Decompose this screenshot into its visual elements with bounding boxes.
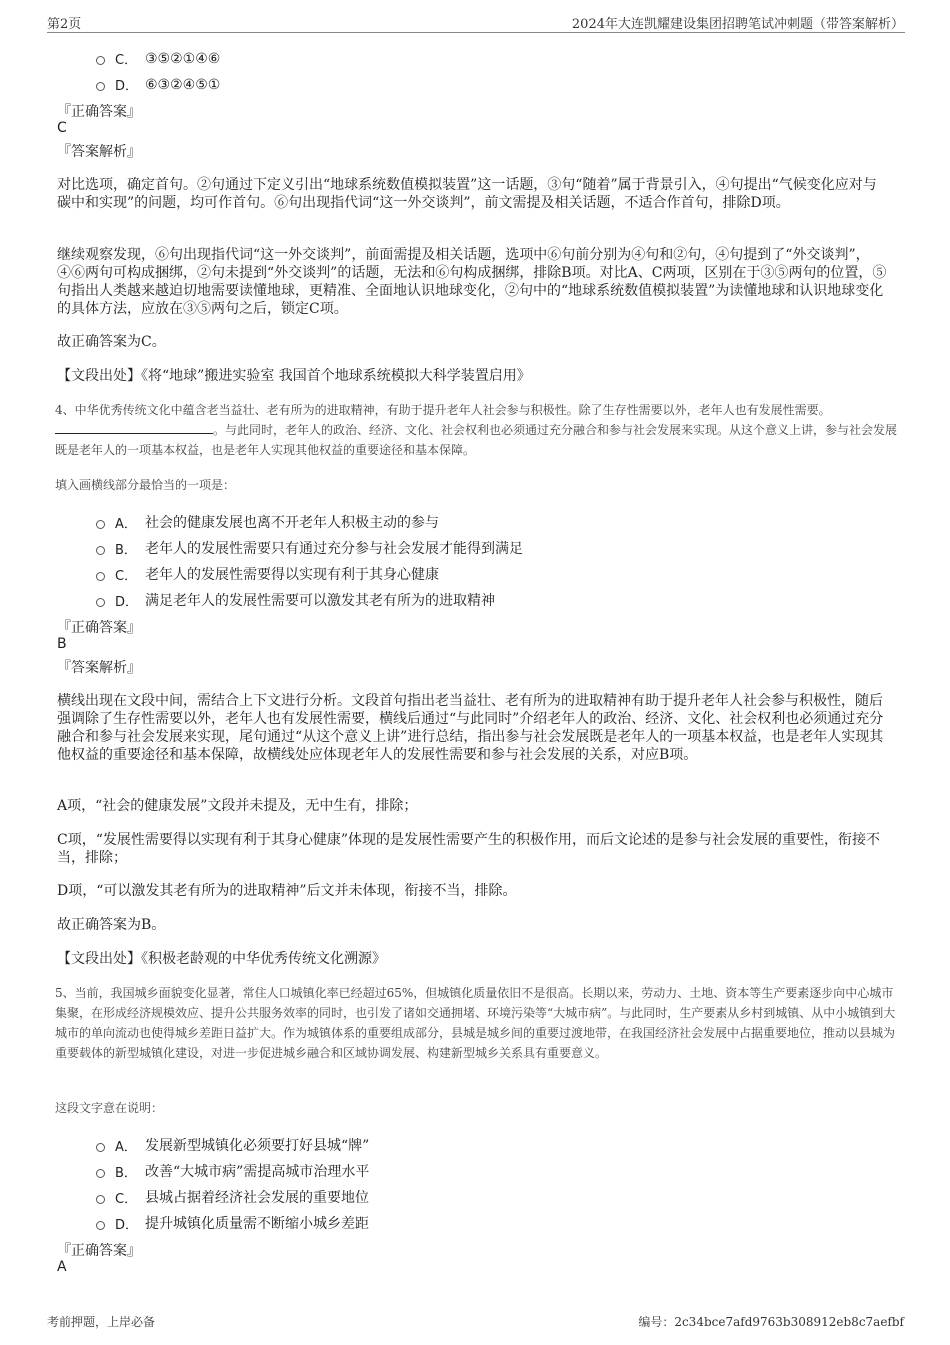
footer-id: 编号：2c34bce7afd9763b308912eb8c7aefbf: [638, 1315, 904, 1329]
q3-conclusion: 故正确答案为C。: [57, 334, 166, 350]
radio-icon[interactable]: [96, 82, 105, 91]
q4-option-c[interactable]: C． 老年人的发展性需要得以实现有利于其身心健康: [96, 564, 439, 584]
q3-analysis-p1: 对比选项，确定首句。②句通过下定义引出“地球系统数值模拟装置”这一话题，③句“随着”属于背景引入，④句提出“气候变化应对与碳中和实现”的问题，均可作首句。⑥句出现指代词“这一外交谈判”，前文需提及相关话题，不适合作首句，排除D项。: [57, 177, 877, 211]
q4-analysis-d: D项，“可以激发其老有所为的进取精神”后文并未体现，衔接不当，排除。: [57, 883, 517, 899]
radio-icon[interactable]: [96, 56, 105, 65]
radio-icon[interactable]: [96, 1143, 105, 1152]
q4-conclusion: 故正确答案为B。: [57, 917, 166, 933]
header-divider: [47, 32, 905, 33]
footer-slogan: 考前押题，上岸必备: [47, 1315, 156, 1329]
q4-answer: B: [57, 636, 67, 652]
q5-option-d[interactable]: D． 提升城镇化质量需不断缩小城乡差距: [96, 1213, 369, 1233]
q4-stem: 4、中华优秀传统文化中蕴含老当益壮、老有所为的进取精神，有助于提升老年人社会参与积极性。除了生存性需要以外，老年人也有发展性需要。 。与此同时，老年人的政治、经济、文化、社会权利也必须通过充分融合和参与社会发展来实现。从这个意义上讲，参与社会发展既是老年人的一项基本权益，也是老年人实现其他权益的重要途径和基本保障。: [55, 403, 898, 457]
q4-analysis-label: 『答案解析』: [57, 660, 141, 676]
radio-icon[interactable]: [96, 1195, 105, 1204]
q4-analysis-p1: 横线出现在文段中间，需结合上下文进行分析。文段首句指出老当益壮、老有所为的进取精神有助于提升老年人社会参与积极性，随后强调除了生存性需要以外，老年人也有发展性需要，横线后通过“与此同时”介绍老年人的政治、经济、文化、社会权利也必须通过充分融合和参与社会发展来实现，尾句通过“从这个意义上讲”进行总结，指出参与社会发展既是老年人的一项基本权益，也是老年人实现其他权益的重要途径和基本保障，故横线处应体现老年人的发展性需要和参与社会发展的关系，对应B项。: [57, 693, 884, 763]
q4-prompt: 填入画横线部分最恰当的一项是：: [55, 478, 236, 492]
q3-analysis-p2: 继续观察发现，⑥句出现指代词“这一外交谈判”，前面需提及相关话题，选项中⑥句前分别为④句和②句，④句提到了“外交谈判”，④⑥两句可构成捆绑，②句未提到“外交谈判”的话题，无法和⑥句构成捆绑，排除B项。对比A、C两项，区别在于③⑤两句的位置，⑤句指出人类越来越迫切地需要读懂地球，更精准、全面地认识地球变化，②句中的“地球系统数值模拟装置”为读懂地球和认识地球变化的具体方法，应放在③⑤两句之后，锁定C项。: [57, 247, 887, 317]
q5-option-a[interactable]: A． 发展新型城镇化必须要打好县城“牌”: [96, 1135, 369, 1155]
radio-icon[interactable]: [96, 598, 105, 607]
q5-answer-label: 『正确答案』: [57, 1243, 141, 1259]
q3-analysis-label: 『答案解析』: [57, 144, 141, 160]
q5-option-b[interactable]: B． 改善“大城市病”需提高城市治理水平: [96, 1161, 369, 1181]
radio-icon[interactable]: [96, 572, 105, 581]
radio-icon[interactable]: [96, 546, 105, 555]
q4-analysis-a: A项，“社会的健康发展”文段并未提及，无中生有，排除；: [57, 798, 418, 814]
radio-icon[interactable]: [96, 520, 105, 529]
fill-blank: [55, 423, 213, 434]
q5-prompt: 这段文字意在说明：: [55, 1101, 164, 1115]
q5-option-c[interactable]: C． 县城占据着经济社会发展的重要地位: [96, 1187, 369, 1207]
q3-answer: C: [57, 120, 67, 136]
q5-answer: A: [57, 1259, 67, 1275]
radio-icon[interactable]: [96, 1221, 105, 1230]
q4-answer-label: 『正确答案』: [57, 620, 141, 636]
q4-source: 【文段出处】《积极老龄观的中华优秀传统文化溯源》: [57, 951, 386, 967]
radio-icon[interactable]: [96, 1169, 105, 1178]
q4-option-d[interactable]: D． 满足老年人的发展性需要可以激发其老有所为的进取精神: [96, 590, 495, 610]
q5-stem: 5、当前，我国城乡面貌变化显著，常住人口城镇化率已经超过65%，但城镇化质量依旧不是很高。长期以来，劳动力、土地、资本等生产要素逐步向中心城市集聚，在形成经济规模效应、提升公共服务效率的同时，也引发了诸如交通拥堵、环境污染等“大城市病”。与此同时，生产要素从乡村到城镇、从中小城镇到大城市的单向流动也使得城乡差距日益扩大。作为城镇体系的重要组成部分，县城是城乡间的重要过渡地带，在我国经济社会发展中占据重要地位，推动以县城为重要载体的新型城镇化建设，对进一步促进城乡融合和区域协调发展、构建新型城乡关系具有重要意义。: [55, 986, 896, 1060]
q4-analysis-c: C项，“发展性需要得以实现有利于其身心健康”体现的是发展性需要产生的积极作用，而后文论述的是参与社会发展的重要性，衔接不当，排除；: [57, 832, 881, 866]
document-title: 2024年大连凯耀建设集团招聘笔试冲刺题（带答案解析）: [571, 17, 904, 32]
q3-option-c[interactable]: C． ③⑤②①④⑥: [96, 49, 220, 68]
q3-source: 【文段出处】《将“地球”搬进实验室 我国首个地球系统模拟大科学装置启用》: [57, 368, 531, 384]
page-number: 第2页: [47, 17, 82, 32]
q3-answer-label: 『正确答案』: [57, 104, 141, 120]
q4-option-b[interactable]: B． 老年人的发展性需要只有通过充分参与社会发展才能得到满足: [96, 538, 523, 558]
q4-option-a[interactable]: A． 社会的健康发展也离不开老年人积极主动的参与: [96, 512, 439, 532]
q3-option-d[interactable]: D． ⑥③②④⑤①: [96, 75, 220, 94]
